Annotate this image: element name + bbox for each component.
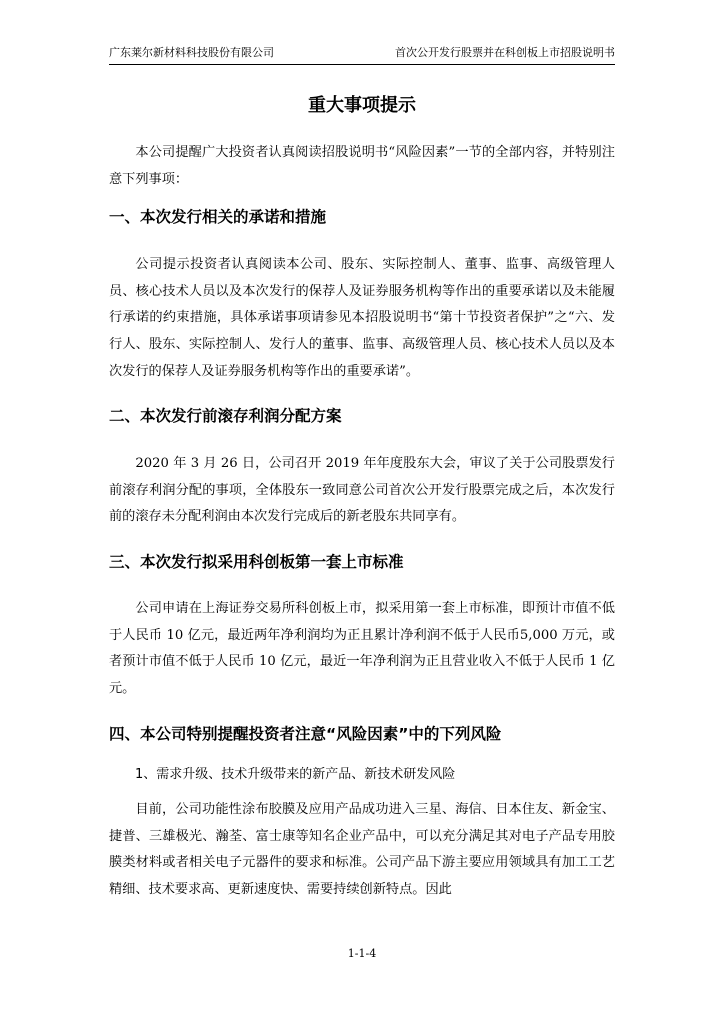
section-2-heading: 二、本次发行前滚存利润分配方案 xyxy=(109,407,342,425)
section-1-heading: 一、本次发行相关的承诺和措施 xyxy=(109,208,327,226)
page-number: 1-1-4 xyxy=(347,947,377,960)
section-4-heading: 四、本公司特别提醒投资者注意“风险因素”中的下列风险 xyxy=(109,725,502,743)
section-1-body: 公司提示投资者认真阅读本公司、股东、实际控制人、董事、监事、高级管理人员、核心技术人员以及本次发行的保荐人及证券服务机构等作出的重要承诺以及未能履行承诺的约束措施，具体承诺事项请参见本招股说明书“第十节投资者保护”之“六、发行人、股东、实际控制人、发行人的董事、监事、高级管理人员、核心技术人员以及本次发行的保荐人及证券服务机构等作出的重要承诺”。 xyxy=(109,257,615,379)
page-title: 重大事项提示 xyxy=(308,95,416,116)
section-2-body: 2020 年 3 月 26 日，公司召开 2019 年年度股东大会，审议了关于公司股票发行前滚存利润分配的事项，全体股东一致同意公司首次公开发行股票完成之后，本次发行前的滚存未分配利润由本次发行完成后的新老股东共同享有。 xyxy=(109,456,615,525)
header-company-name: 广东莱尔新材料科技股份有限公司 xyxy=(109,46,274,59)
section-3-heading: 三、本次发行拟采用科创板第一套上市标准 xyxy=(109,553,404,571)
intro-paragraph: 本公司提醒广大投资者认真阅读招股说明书“风险因素”一节的全部内容，并特别注意下列事项： xyxy=(109,145,615,187)
page-header xyxy=(109,42,615,65)
section-4-body: 目前，公司功能性涂布胶膜及应用产品成功进入三星、海信、日本住友、新金宝、捷普、三雄极光、瀚荃、富士康等知名企业产品中，可以充分满足其对电子产品专用胶膜类材料或者相关电子元器件的要求和标准。公司产品下游主要应用领域具有加工工艺精细、技术要求高、更新速度快、需要持续创新特点。因此 xyxy=(109,802,615,898)
header-document-title: 首次公开发行股票并在科创板上市招股说明书 xyxy=(395,46,615,59)
section-4-subheading: 1、需求升级、技术升级带来的新产品、新技术研发风险 xyxy=(135,767,456,782)
section-3-body: 公司申请在上海证券交易所科创板上市，拟采用第一套上市标准，即预计市值不低于人民币 10 亿元，最近两年净利润均为正且累计净利润不低于人民币5,000 万元，或者预计市值不低于人民币 10 亿元，最近一年净利润为正且营业收入不低于人民币 1 亿元。 xyxy=(109,601,615,697)
